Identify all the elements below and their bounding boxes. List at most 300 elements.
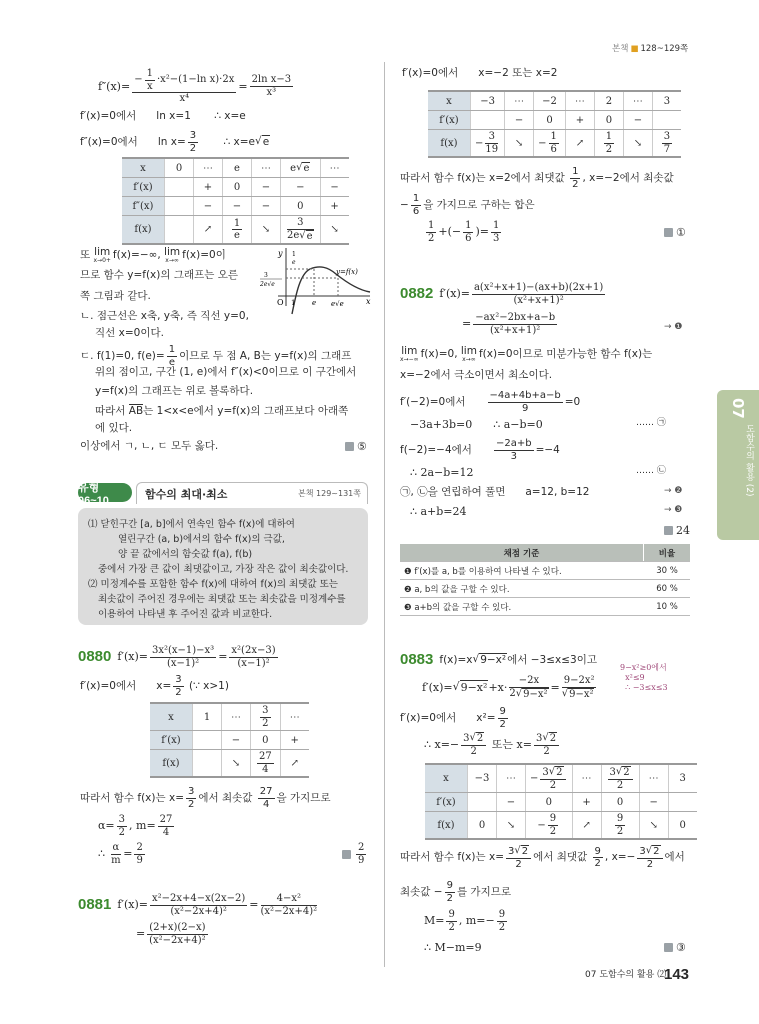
radical-sign: √ [615, 766, 623, 777]
table-cell [252, 158, 281, 178]
chapter-side-tab[interactable] [717, 390, 759, 540]
table-row [122, 216, 349, 245]
table-cell [320, 216, 349, 245]
text-line [95, 385, 253, 398]
math-text: −3 [480, 95, 495, 107]
denominator [562, 688, 597, 701]
solution-line [98, 814, 176, 838]
math-text: f′(x)=0에서 x²= [400, 711, 496, 724]
math-text: ↘ [330, 224, 339, 235]
math-text: −3a+3b=0 ∴ a−b=0 [410, 418, 543, 431]
table-cell [505, 91, 534, 111]
math-text: =0 [564, 395, 581, 408]
answer [664, 226, 686, 239]
math-text: f(x)=0이 [182, 248, 226, 261]
math-text: ⋯ [506, 773, 516, 784]
denominator: 2 [428, 232, 435, 244]
math-text: 2 [623, 767, 630, 778]
lim-word: lim [94, 246, 111, 258]
math-text: +(− [438, 225, 462, 239]
numerator: 2 [136, 842, 143, 853]
problem-number: 0880 [78, 648, 112, 665]
table-cell [193, 731, 222, 750]
function-graph [258, 244, 374, 316]
table-cell [194, 197, 223, 216]
fraction [498, 706, 508, 730]
tick-e: e [312, 299, 317, 307]
table-cell [594, 91, 623, 111]
fraction [534, 732, 559, 757]
lim-subscript: x→0+ [93, 256, 111, 264]
answer-value [354, 842, 368, 866]
fraction [540, 766, 565, 791]
critical-point-line [80, 110, 246, 123]
math-text: , x=−2에서 최솟값 [582, 171, 674, 184]
numerator: 9 [549, 813, 557, 824]
math-text: = [136, 927, 146, 941]
answer-value: ⑤ [357, 440, 367, 453]
table-cell [252, 216, 281, 245]
table-row [428, 111, 681, 130]
numerator: 9 [594, 845, 601, 857]
denominator: 2 [549, 825, 557, 837]
answer-icon [664, 526, 673, 535]
fraction [473, 312, 557, 336]
numerator [540, 766, 565, 780]
numerator: 1 [572, 166, 579, 177]
denominator: (x²−2x+4)² [260, 905, 318, 917]
denominator: 2 [549, 779, 557, 791]
solution-line [400, 346, 652, 363]
math-text: ↗ [582, 819, 591, 831]
solution-line [424, 220, 503, 244]
denominator: e [168, 356, 175, 368]
math-text: − [530, 773, 539, 784]
table-cell [251, 750, 281, 778]
numerator: −4a+4b+a−b [489, 390, 561, 401]
side-tab-title: 도함수의 활용 (2) [744, 424, 754, 497]
solution-line [424, 941, 482, 954]
problem-number: 0883 [400, 651, 434, 668]
math-text: f′(x)=0에서 x= [80, 679, 172, 692]
table-cell [668, 812, 697, 840]
criteria: ❶ f′(x)를 a, b를 이용하여 나타낼 수 있다. [400, 562, 644, 580]
numerator: 1 [493, 220, 500, 231]
equation-marker: …… ㉠ [636, 418, 666, 428]
math-text: ⋯ [289, 711, 300, 723]
concept-line: 중에서 가장 큰 값이 최댓값이고, 가장 작은 값이 최솟값이다. [98, 564, 349, 575]
math-text: 또 [80, 248, 94, 261]
math-text: = [462, 317, 472, 331]
math-text: 에서 −3≤x≤3이고 [507, 653, 597, 666]
table-cell [280, 703, 309, 731]
math-text: ↘ [649, 819, 658, 831]
math-text: f(x)=x [439, 653, 473, 666]
answer-icon [664, 228, 673, 237]
variation-table-0880 [150, 702, 309, 778]
math-text: e [290, 162, 297, 174]
fraction [488, 390, 563, 414]
math-text: = [238, 79, 248, 93]
math-text: α= [98, 819, 115, 833]
math-text: f(x)=−∞, [112, 248, 165, 261]
tick-1: 1 [291, 299, 296, 307]
math-text: ⋯ [329, 162, 340, 174]
numerator: 1 [168, 344, 176, 355]
numerator: α [112, 842, 120, 853]
table-cell [281, 197, 321, 216]
math-text: 3 [639, 845, 646, 857]
denominator: 7 [663, 143, 671, 155]
table-row [150, 731, 309, 750]
fraction [549, 131, 559, 155]
math-text: ∴ M−m=9 [424, 941, 482, 954]
math-text: − [231, 734, 241, 746]
text-line [80, 290, 151, 303]
text-line [95, 404, 348, 418]
numerator [637, 845, 662, 859]
fraction [485, 131, 498, 155]
table-row [425, 812, 697, 840]
denominator [509, 688, 548, 701]
variation-table-0883 [425, 763, 697, 840]
solution-line [439, 653, 597, 667]
problem-0883 [400, 651, 597, 669]
fraction [134, 842, 144, 866]
fraction [132, 68, 236, 105]
table-cell [639, 812, 668, 840]
numerator: 4−x² [261, 893, 318, 906]
math-text: 에서 [664, 851, 685, 864]
math-text: 에서 최솟값 [198, 791, 256, 804]
table-cell [194, 216, 223, 245]
numerator: 9 [499, 706, 506, 717]
step-marker: → ❶ [664, 322, 683, 332]
math-text: 2e [287, 230, 300, 241]
table-cell [623, 111, 652, 130]
solution-line [400, 880, 511, 904]
numerator: x²−2x+4−x(2x−2) [151, 893, 246, 904]
denominator: 2 [616, 825, 624, 837]
table-cell [281, 178, 321, 197]
math-text: f(−2)=−4에서 [400, 443, 492, 456]
math-text: ∴ 2a−b=12 [410, 466, 474, 479]
math-text: ⋯ [581, 773, 592, 784]
table-cell [122, 216, 165, 245]
math-text: 직선 x=0이다. [95, 327, 164, 339]
math-text: e [306, 230, 313, 242]
fraction [257, 751, 274, 775]
math-text: −2 [542, 95, 557, 107]
numerator: 3 [118, 814, 126, 825]
table-cell [122, 178, 165, 197]
math-text: )= [475, 225, 489, 239]
denominator: 2 [594, 858, 601, 869]
denominator: 2 [605, 143, 613, 155]
denominator: 4 [262, 763, 269, 775]
radical-sign: √ [515, 687, 523, 699]
fraction [497, 909, 507, 933]
math-text: − [134, 74, 143, 86]
fraction [150, 893, 247, 917]
numerator: 3 [663, 131, 671, 142]
numerator: (2+x)(2−x) [149, 922, 206, 933]
numerator: 3 [262, 705, 269, 716]
numerator: 3 [287, 217, 314, 230]
fraction [461, 732, 486, 757]
numerator: 3 [188, 786, 195, 797]
table-cell [468, 764, 497, 793]
math-text: − [296, 181, 305, 193]
radical-sign: √ [299, 229, 306, 241]
note-line: ∴ −3≤x≤3 [625, 683, 668, 692]
text-line [95, 327, 164, 340]
bullet-icon: ■ [630, 44, 639, 54]
table-cell [623, 130, 652, 158]
math-text: − [633, 114, 643, 126]
math-text: − [538, 137, 547, 149]
fraction [261, 893, 318, 917]
table-cell [280, 731, 309, 750]
table-cell [652, 91, 681, 111]
table-cell [623, 91, 652, 111]
table-cell [222, 731, 251, 750]
math-text: ↘ [261, 224, 271, 235]
lim-word: lim [460, 345, 477, 357]
fraction [426, 220, 436, 244]
numerator: a(x²+x+1)−(ax+b)(2x+1) [473, 282, 604, 293]
criteria: ❸ a+b의 값을 구할 수 있다. [400, 598, 644, 616]
solution-line [400, 486, 589, 499]
math-text: ·x²−(1−ln x)·2x [156, 74, 235, 86]
table-cell [425, 764, 468, 793]
fraction [167, 344, 177, 368]
math-text: − [506, 796, 516, 808]
math-text: 0 [679, 819, 686, 831]
fraction [287, 217, 314, 242]
math-text: f″(x) [132, 200, 154, 212]
text-line [95, 422, 132, 435]
ratio: 60 % [644, 580, 691, 598]
numerator: 2 [358, 842, 365, 853]
fraction [111, 842, 122, 866]
math-text: f′(x)= [117, 650, 148, 664]
fraction [258, 786, 275, 810]
table-cell [223, 197, 252, 216]
math-text: ↗ [203, 224, 213, 235]
math-text: 9−x² [460, 681, 488, 695]
math-text: = [218, 650, 228, 664]
table-cell [565, 111, 594, 130]
variation-table-0879 [428, 90, 681, 158]
math-text: f′(x)= [117, 898, 148, 912]
limit [461, 346, 477, 363]
denominator: e [234, 230, 240, 241]
scoring-header [400, 544, 690, 562]
math-text: − [649, 796, 658, 808]
answer [345, 440, 367, 453]
solution-line [400, 706, 510, 730]
table-cell [165, 216, 194, 245]
table-row [150, 703, 309, 731]
table-cell [601, 812, 639, 840]
ref-label: 본책 [612, 44, 629, 54]
denominator: (x−1)² [237, 657, 270, 669]
numerator [132, 68, 236, 93]
square-root [514, 845, 529, 858]
table-cell [471, 91, 505, 111]
table-cell [281, 158, 321, 178]
table-cell [471, 111, 505, 130]
math-text: f′(x) [133, 181, 153, 193]
fraction [117, 814, 127, 838]
concept-line: 최솟값이 주어진 경우에는 최댓값 또는 최솟값을 미정계수를 [98, 594, 346, 605]
answer-value: 24 [676, 524, 690, 537]
math-group [475, 131, 500, 155]
math-text: ㉠, ㉡을 연립하여 풀면 a=12, b=12 [400, 486, 590, 498]
table-row [425, 764, 697, 793]
numerator: 1 [146, 68, 153, 79]
math-text: 3 [609, 766, 616, 778]
solution-line [400, 166, 674, 190]
math-text: 을 가지므로 [276, 791, 331, 804]
answer-icon [342, 850, 351, 859]
math-text: + [582, 796, 591, 808]
math-text: ∴ a+b=24 [410, 505, 467, 518]
square-root [255, 135, 270, 149]
math-text: 또는 x= [488, 737, 532, 751]
criteria: ❷ a, b의 값을 구할 수 있다. [400, 580, 644, 598]
lim-subscript: x→∞ [462, 355, 476, 363]
table-cell [193, 750, 222, 778]
numerator: 1 [428, 220, 435, 231]
infl-label-num: 3 [264, 272, 268, 279]
text-line [80, 344, 351, 368]
math-text: 이므로 두 점 A, B는 y=f(x)의 그래프 [179, 349, 352, 362]
math-text: 0 [233, 181, 241, 193]
inflection-point-line [80, 130, 270, 154]
denominator: 2 [499, 718, 506, 730]
table-cell [194, 178, 223, 197]
numerator: 1 [465, 220, 472, 231]
denominator: 4 [262, 798, 270, 810]
math-text: ↘ [514, 137, 524, 149]
denominator: 2 [515, 858, 522, 870]
math-text: 0 [297, 200, 304, 212]
solution-line [424, 732, 561, 757]
math-text: + [290, 734, 299, 746]
tick-esqrte: e√e [331, 300, 344, 308]
answer-value: ③ [676, 941, 686, 954]
variation-table-1 [122, 157, 349, 245]
solution-line [117, 645, 279, 669]
math-text: 이상에서 ㄱ, ㄴ, ㄷ 모두 옳다. [80, 440, 219, 452]
problem-0882 [400, 282, 607, 306]
math-text: f′(x) [161, 734, 181, 746]
lim-word: lim [401, 345, 418, 357]
table-cell [594, 130, 623, 158]
solution-line [136, 922, 210, 946]
math-text: 2 [521, 846, 529, 857]
side-tab-number: 07 [729, 398, 747, 419]
math-text: 에서 최댓값 [533, 851, 591, 864]
table-cell [165, 197, 194, 216]
numerator: 3x²(x−1)−x³ [151, 645, 215, 656]
solution-line [400, 193, 535, 217]
fraction [662, 131, 672, 155]
math-text: − [330, 181, 339, 193]
footer-chapter: 07 도함수의 활용 ⑵ [585, 970, 667, 980]
math-text: ⋯ [231, 711, 241, 723]
solution-line [80, 786, 331, 810]
table-cell [534, 130, 566, 158]
math-text: y=f(x)의 그래프는 위로 볼록하다. [95, 385, 254, 397]
numerator: 1 [412, 193, 420, 204]
table-cell [425, 812, 468, 840]
math-text: f(x) [440, 137, 458, 149]
denominator: 4 [162, 826, 170, 838]
table-cell [251, 703, 281, 731]
table-row [122, 178, 349, 197]
math-text: 9−x² [480, 654, 507, 667]
math-text: ∴ x=− [424, 737, 460, 751]
second-derivative-line [98, 68, 295, 105]
numerator: 9 [498, 909, 506, 920]
infl-label-den: 2e√e [260, 281, 275, 288]
math-group [537, 813, 560, 837]
table-cell [572, 812, 601, 840]
limit [164, 247, 180, 264]
fraction [593, 846, 603, 870]
solution-line [410, 466, 474, 479]
math-text: − [400, 198, 409, 211]
numerator: −2a+b [495, 438, 532, 449]
math-text: =−4 [535, 443, 560, 456]
math-text: f″(x)=0에서 ln x= [80, 135, 186, 148]
table-cell [122, 197, 165, 216]
problem-0880 [78, 645, 280, 669]
math-text: 2 [556, 767, 563, 778]
table-cell [534, 91, 566, 111]
math-text: 0 [616, 796, 624, 808]
fraction [173, 674, 183, 698]
answer-value: ① [676, 226, 686, 239]
radical-sign: √ [542, 732, 549, 743]
table-cell [425, 793, 468, 812]
lim-word: lim [164, 246, 181, 258]
fraction [548, 813, 558, 837]
math-text: 0 [605, 114, 613, 126]
math-text: = [550, 680, 560, 694]
table-cell [497, 793, 526, 812]
math-text: 2 [549, 733, 557, 744]
math-text: M= [424, 914, 445, 928]
table-cell [223, 178, 252, 197]
math-text: x [446, 95, 452, 107]
fraction [445, 880, 455, 904]
denominator: 2 [470, 745, 477, 757]
math-text: x [443, 773, 449, 784]
math-text: + [203, 181, 213, 193]
solution-line [439, 282, 607, 306]
table-cell [150, 703, 193, 731]
table-cell [505, 111, 534, 130]
denominator: x⁴ [179, 93, 190, 104]
denominator: 2 [616, 779, 624, 791]
math-text: ↘ [231, 757, 241, 769]
table-cell [222, 750, 251, 778]
solution-line [400, 438, 560, 462]
